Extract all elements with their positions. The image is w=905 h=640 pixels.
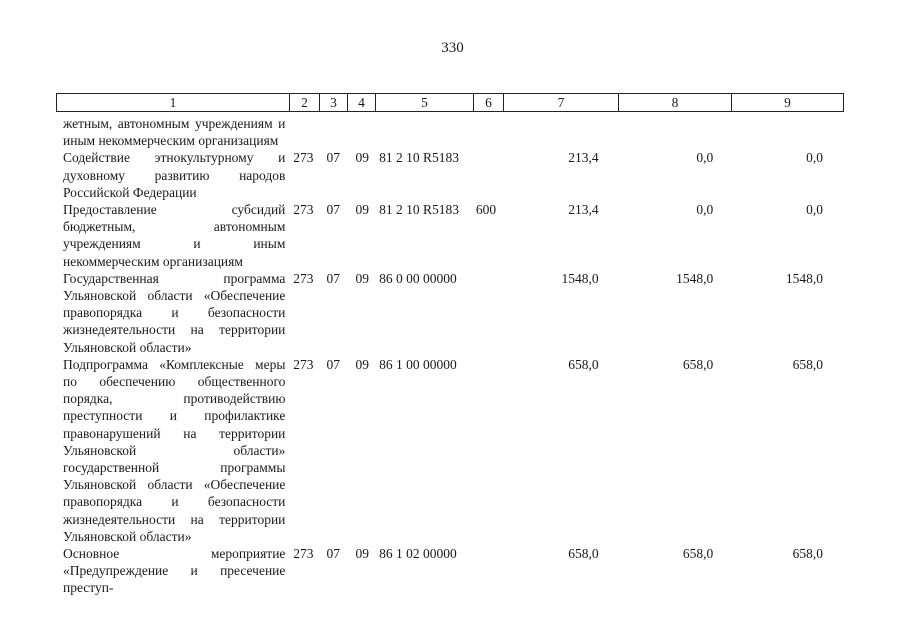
table-row	[63, 201, 823, 270]
row-section: 07	[326, 356, 341, 372]
row-expense-type	[476, 356, 504, 545]
row-description: жетным, автономным учреждениям и иным некоммерческим организациям	[63, 116, 286, 149]
row-amount-col8: 0,0	[696, 202, 714, 218]
row-description: Государственная программа Ульяновской области «Обеспечение правопорядка и безопасности жизнедеятельности на территории Ульяновской области»	[63, 270, 286, 355]
row-target-article: 86 1 00 00000	[379, 356, 457, 372]
row-amount-col9	[713, 115, 823, 149]
column-header-9: 9	[732, 94, 844, 112]
row-description: Предоставление субсидий бюджетным, автономным учреждениям и иным некоммерческим организациям	[63, 202, 286, 269]
row-amount-col8: 0,0	[696, 150, 714, 166]
row-amount-col9: 0,0	[806, 150, 823, 166]
row-amount-col7	[504, 115, 599, 149]
row-description: Основное мероприятие «Предупреждение и пресечение преступ-	[63, 546, 286, 596]
table-row	[63, 270, 823, 356]
column-header-6: 6	[474, 94, 504, 112]
table-row	[63, 356, 823, 545]
row-section: 07	[326, 546, 341, 562]
row-amount-col9: 0,0	[806, 202, 823, 218]
row-description: Содействие этнокультурному и духовному развитию народов Российской Федерации	[63, 150, 286, 200]
row-description: Подпрограмма «Комплексные меры по обеспечению общественного порядка, противодействию преступности и профилактике правонарушений на территории Ульяновской области» государственной программы Ульяновской области «Обеспечение правопорядка и безопасности жизнедеятельности на территории Ульяновской области»	[63, 356, 286, 544]
column-header-table	[56, 93, 844, 112]
row-expense-type	[476, 149, 504, 201]
row-amount-col7: 213,4	[568, 150, 599, 166]
column-header-7: 7	[504, 94, 619, 112]
column-header-4: 4	[348, 94, 376, 112]
row-expense-type	[476, 115, 504, 149]
row-amount-col8: 658,0	[682, 546, 714, 562]
row-subsection: 09	[355, 150, 369, 166]
row-expense-type: 600	[475, 202, 497, 218]
row-amount-col9: 658,0	[792, 546, 823, 562]
row-subsection: 09	[355, 202, 369, 218]
row-amount-col9: 658,0	[792, 356, 823, 372]
row-subsection: 09	[355, 546, 369, 562]
row-target-article: 81 2 10 R5183	[379, 202, 460, 218]
column-header-8: 8	[619, 94, 732, 112]
row-amount-col8: 658,0	[682, 356, 714, 372]
row-amount-col7: 213,4	[568, 202, 599, 218]
table-row	[63, 149, 823, 201]
row-section	[318, 115, 348, 149]
row-amount-col8	[599, 115, 714, 149]
row-admin-code: 273	[293, 270, 314, 286]
row-amount-col7: 658,0	[568, 356, 599, 372]
table-row	[63, 115, 823, 149]
column-header-1: 1	[57, 94, 290, 112]
row-target-article: 81 2 10 R5183	[379, 150, 460, 166]
row-target-article: 86 1 02 00000	[379, 546, 457, 562]
table-row	[63, 545, 823, 597]
column-header-2: 2	[290, 94, 320, 112]
row-expense-type	[476, 270, 504, 356]
row-amount-col7: 658,0	[568, 546, 599, 562]
column-header-row	[57, 94, 844, 112]
row-admin-code	[288, 115, 318, 149]
row-target-article: 86 0 00 00000	[379, 270, 457, 286]
row-amount-col9: 1548,0	[785, 270, 823, 286]
row-admin-code: 273	[293, 356, 314, 372]
row-section: 07	[326, 150, 341, 166]
row-subsection	[348, 115, 376, 149]
row-subsection: 09	[355, 270, 369, 286]
row-admin-code: 273	[293, 546, 314, 562]
column-header-5: 5	[376, 94, 474, 112]
page-number: 330	[441, 40, 464, 56]
row-expense-type	[476, 545, 504, 597]
row-target-article	[376, 115, 476, 149]
row-amount-col7: 1548,0	[561, 270, 599, 286]
row-subsection: 09	[355, 356, 369, 372]
row-admin-code: 273	[293, 150, 314, 166]
row-section: 07	[326, 270, 341, 286]
column-header-3: 3	[320, 94, 348, 112]
row-amount-col8: 1548,0	[676, 270, 714, 286]
budget-rows	[63, 115, 823, 597]
row-admin-code: 273	[293, 202, 314, 218]
row-section: 07	[326, 202, 341, 218]
